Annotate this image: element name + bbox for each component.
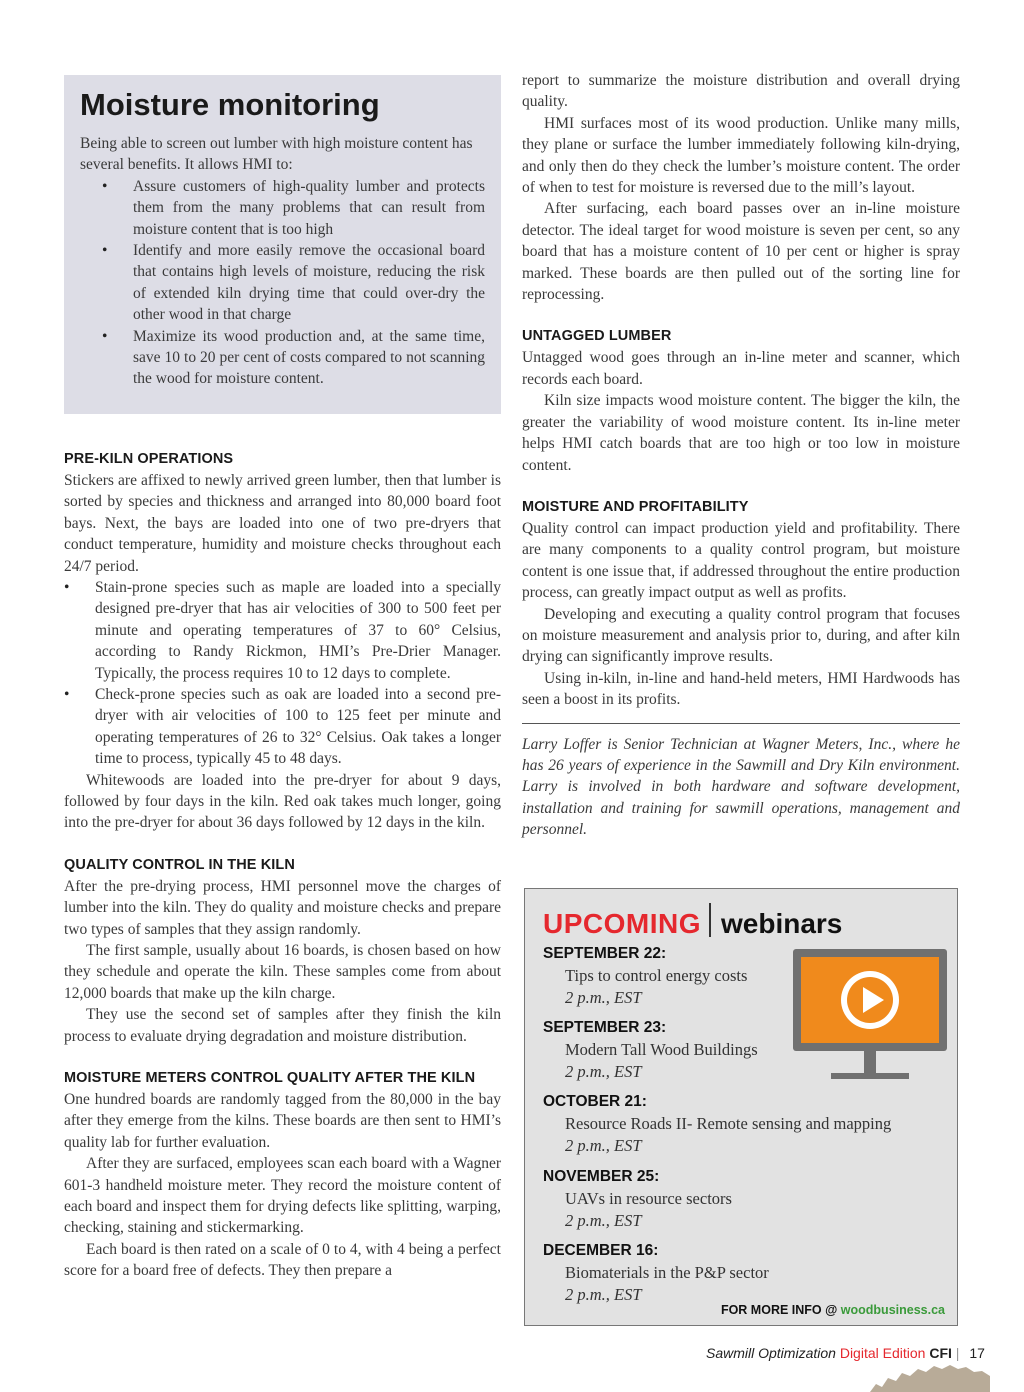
author-bio-text: Larry Loffer is Senior Technician at Wagner Meters, Inc., where he has 26 years of experience in the Sawmill and Dry Kiln environment. Larry is involved in both hardware and software development, installation and training for sawmill operations, management and personnel. xyxy=(522,735,960,839)
section-heading-pre-kiln: PRE-KILN OPERATIONS xyxy=(64,450,234,467)
footer-brand: CFI xyxy=(929,1345,952,1361)
paragraph: After the pre-drying process, HMI personnel move the charges of lumber into the kiln. They do quality and moisture checks and prepare two types of samples that they assign randomly. xyxy=(64,877,501,938)
webinar-topic: UAVs in resource sectors xyxy=(565,1189,732,1208)
section-heading-profitability: MOISTURE AND PROFITABILITY xyxy=(522,498,749,515)
webinar-event[interactable] xyxy=(543,943,843,1009)
paragraph: Developing and executing a quality control program that focuses on moisture measurement and analysis prior to, during, and after kiln drying can significantly improve results. xyxy=(522,605,960,666)
webinars-title-webinars: webinars xyxy=(721,908,843,939)
pre-kiln-bullet-list xyxy=(42,577,501,770)
paragraph: HMI surfaces most of its wood production. Unlike many mills, they plane or surface the lumber immediately following kiln-drying, and only then do they check the lumber’s moisture content. The order of when to test for moisture is reversed due to the mill’s layout. xyxy=(522,114,960,197)
paragraph: One hundred boards are randomly tagged from the 80,000 in the bay after they emerge from the kilns. These boards are then sent to HMI’s quality lab for further evaluation. xyxy=(64,1091,501,1151)
webinar-time: 2 p.m., EST xyxy=(565,988,642,1007)
webinars-heading xyxy=(543,903,842,942)
page-number: 17 xyxy=(969,1345,985,1361)
paragraph: report to summarize the moisture distribution and overall drying quality. xyxy=(522,72,960,111)
page-footer: Sawmill Optimization Digital Edition CFI | 17 xyxy=(706,1345,985,1361)
paragraph: Quality control can impact production yield and profitability. There are many components to a quality control program, but moisture content is one issue that, if addressed throughout the entire production process, can greatly impact output as well as profits. xyxy=(522,519,960,602)
webinar-date: NOVEMBER 25: xyxy=(543,1168,660,1185)
paragraph: After they are surfaced, employees scan each board with a Wagner 601-3 handheld moisture meter. They record the moisture content of each board and inspect them for drying defects like splitting, warping, checking, staining and stickermarking. xyxy=(64,1155,501,1237)
sidebar-intro: Being able to screen out lumber with high moisture content has several benefits. It allows HMI to: xyxy=(80,135,473,174)
webinar-time: 2 p.m., EST xyxy=(565,1285,642,1304)
sidebar-bullet: • Identify and more easily remove the occasional board that contains high levels of moisture, reducing the risk of extended kiln drying time that could over-dry the other wood in that charge xyxy=(80,240,485,326)
webinar-time: 2 p.m., EST xyxy=(565,1211,642,1230)
paragraph: The first sample, usually about 16 boards, is chosen based on how they schedule and operate the kiln. These samples come from about 12,000 boards that make up the kiln charge. xyxy=(64,942,501,1002)
webinar-date: SEPTEMBER 23: xyxy=(543,1019,667,1036)
sidebar-bullet: • Maximize its wood production and, at the same time, save 10 to 20 per cent of costs compared to not scanning the wood for moisture content. xyxy=(80,326,485,390)
webinar-date: DECEMBER 16: xyxy=(543,1242,659,1259)
sidebar-bullet: • Assure customers of high-quality lumber and protects them from the many problems that can result from moisture content that is too high xyxy=(80,176,485,240)
upcoming-webinars-box xyxy=(524,888,958,1326)
paragraph: Whitewoods are loaded into the pre-dryer for about 9 days, followed by four days in the kiln. Red oak takes much longer, going into the pre-dryer for about 36 days followed by 12 days in the kiln. xyxy=(64,771,501,832)
author-bio xyxy=(522,723,960,841)
webinar-event[interactable] xyxy=(543,1091,892,1157)
webinar-date: SEPTEMBER 22: xyxy=(543,945,667,962)
sidebar-bullet-list xyxy=(80,176,485,390)
paragraph: Kiln size impacts wood moisture content. The bigger the kiln, the greater the variability of wood moisture content. Its in-line meter helps HMI catch boards that are too high or too low in moisture content. xyxy=(522,392,960,474)
webinar-event[interactable] xyxy=(543,1240,843,1306)
paragraph: They use the second set of samples after they finish the kiln process to evaluate drying degradation and moisture distribution. xyxy=(64,1006,501,1045)
paragraph: Using in-kiln, in-line and hand-held meters, HMI Hardwoods has seen a boost in its profits. xyxy=(522,669,960,709)
webinar-topic: Resource Roads II- Remote sensing and mapping xyxy=(565,1114,892,1133)
left-column xyxy=(64,75,501,1282)
pre-kiln-bullet: • Check-prone species such as oak are loaded into a second pre-dryer with air velocities of 100 to 125 feet per minute and operating temperatures of 26 to 32° Celsius. Oak takes a longer time to process, typically 45 to 48 days. xyxy=(42,684,501,770)
webinar-time: 2 p.m., EST xyxy=(565,1136,642,1155)
footer-edition: Digital Edition xyxy=(839,1345,926,1361)
more-info-link[interactable] xyxy=(721,1303,945,1317)
webinar-date: OCTOBER 21: xyxy=(543,1093,647,1110)
paragraph: Each board is then rated on a scale of 0 to 4, with 4 being a perfect score for a board free of defects. They then prepare a xyxy=(64,1240,501,1280)
webinar-time: 2 p.m., EST xyxy=(565,1062,642,1081)
section-heading-quality-kiln: QUALITY CONTROL IN THE KILN xyxy=(64,856,295,873)
footer-publication: Sawmill Optimization xyxy=(706,1345,836,1361)
moisture-monitoring-sidebar xyxy=(64,75,501,414)
more-info-label: FOR MORE INFO @ xyxy=(720,1303,838,1317)
saw-blade-icon xyxy=(870,1360,990,1392)
webinars-title-upcoming: UPCOMING xyxy=(543,908,701,939)
paragraph: Untagged wood goes through an in-line meter and scanner, which records each board. xyxy=(522,349,960,388)
pre-kiln-bullet: • Stain-prone species such as maple are loaded into a specially designed pre-dryer that has air velocities of 300 to 500 feet per minute and operating temperatures of 37 to 60° Celsius, according to Randy Rickmon, HMI’s Pre-Drier Manager. Typically, the process requires 10 to 12 days to complete. xyxy=(42,577,501,684)
sidebar-title: Moisture monitoring xyxy=(80,87,380,122)
webinar-event[interactable] xyxy=(543,1017,843,1083)
webinar-topic: Biomaterials in the P&P sector xyxy=(565,1263,769,1282)
paragraph: After surfacing, each board passes over an in-line moisture detector. The ideal target for wood moisture is seven per cent, so any board that has a moisture content of 10 per cent or higher is spray marked. These boards are then pulled out of the sorting line for reprocessing. xyxy=(522,200,960,304)
paragraph: Stickers are affixed to newly arrived green lumber, then that lumber is sorted by species and thickness and arranged into 80,000 board foot bays. Next, the bays are loaded into one of two pre-dryers that conduct temperature, humidity and moisture checks throughout each 24/7 period. xyxy=(64,471,501,575)
webinar-topic: Tips to control energy costs xyxy=(565,966,748,985)
webinar-event[interactable] xyxy=(543,1166,843,1232)
section-heading-meters: MOISTURE METERS CONTROL QUALITY AFTER THE KILN xyxy=(64,1070,476,1087)
right-column xyxy=(522,70,960,841)
more-info-site[interactable]: woodbusiness.ca xyxy=(840,1303,945,1317)
section-heading-untagged: UNTAGGED LUMBER xyxy=(522,328,672,345)
webinar-topic: Modern Tall Wood Buildings xyxy=(565,1040,758,1059)
